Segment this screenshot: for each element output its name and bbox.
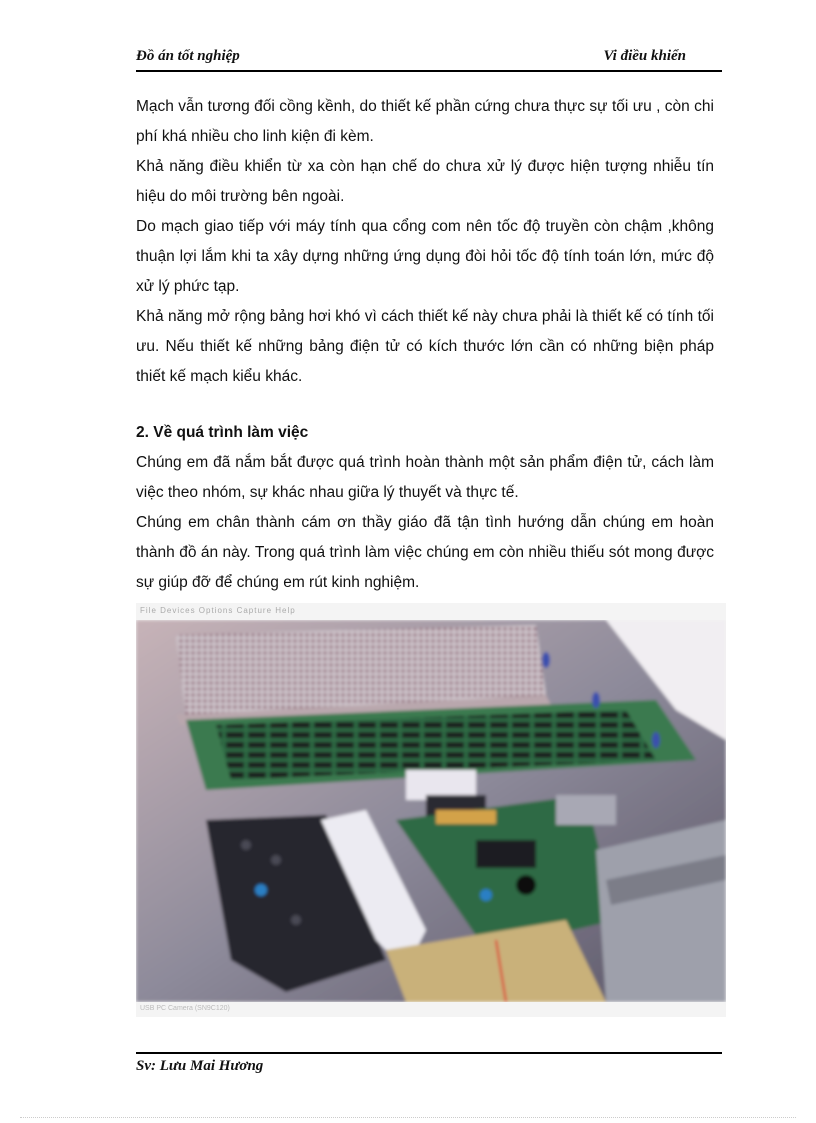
section-heading: 2. Về quá trình làm việc (136, 424, 309, 441)
paragraph-5: Chúng em đã nắm bắt được quá trình hoàn thành một sản phẩm điện tử, cách làm việc theo nhóm, sự khác nhau giữa lý thuyết và thực tế. (136, 454, 714, 501)
paragraph-1: Mạch vẫn tương đối cồng kềnh, do thiết kế phần cứng chưa thực sự tối ưu , còn chi phí khá nhiều cho linh kiện đi kèm. (136, 98, 714, 145)
page-header (136, 46, 722, 72)
photo-status-bar: USB PC Camera (SN9C120) (140, 1005, 230, 1012)
footer-author: Sv: Lưu Mai Hương (136, 1058, 264, 1074)
body-text (136, 92, 714, 598)
paragraph-3: Do mạch giao tiếp với máy tính qua cổng com nên tốc độ truyền còn chậm ,không thuận lợi lắm khi ta xây dựng những ứng dụng đòi hỏi tốc độ tính toán lớn, mức độ xử lý phức tạp. (136, 218, 714, 295)
header-title-right: Vi điều khiển (603, 48, 686, 64)
paragraph-4: Khả năng mở rộng bảng hơi khó vì cách thiết kế này chưa phải là thiết kế có tính tối ưu. Nếu thiết kế những bảng điện tử có kích thước lớn cần có những biện pháp thiết kế mạch kiểu khác. (136, 308, 714, 385)
circuit-board-photo (136, 620, 726, 1002)
footer-rule (136, 1052, 722, 1054)
paragraph-6: Chúng em chân thành cám ơn thầy giáo đã tận tình hướng dẫn chúng em hoàn thành đồ án này. Trong quá trình làm việc chúng em còn nhiều thiếu sót mong được sự giúp đỡ để chúng em rút kinh nghiệm. (136, 514, 714, 591)
page-bottom-border (20, 1117, 796, 1118)
paragraph-spacer (136, 392, 714, 418)
webcam-photo-frame (136, 603, 726, 1017)
paragraph-2: Khả năng điều khiển từ xa còn hạn chế do chưa xử lý được hiện tượng nhiễu tín hiệu do môi trường bên ngoài. (136, 158, 714, 205)
header-title-left: Đồ án tốt nghiệp (136, 48, 240, 64)
photo-menubar: File Devices Options Capture Help (140, 606, 296, 615)
